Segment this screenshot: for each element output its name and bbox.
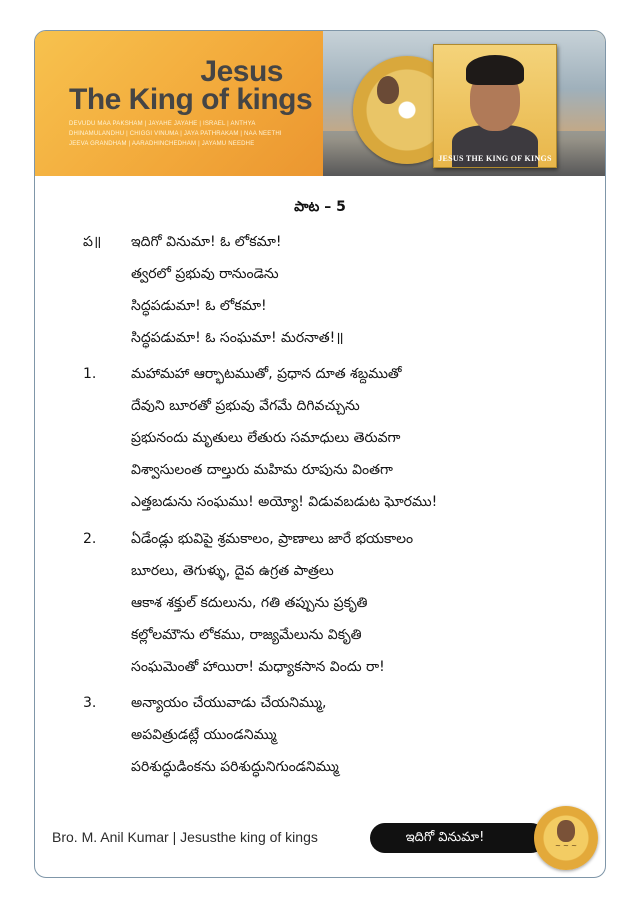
verse-line: అన్యాయం చేయువాడు చేయనిమ్ము, (131, 695, 327, 711)
verse-line: ఏడేండ్లు భువిపై శ్రమకాలం, ప్రాణాలు జారే భయకాలం (131, 531, 414, 547)
album-caption: JESUS THE KING OF KINGS (438, 154, 552, 163)
chorus-line: త్వరలో ప్రభువు రానుండెను (131, 266, 279, 282)
banner-title-of-kings: of kings (193, 83, 313, 116)
verse-line: పరిశుద్ధుడింకను పరిశుద్ధునిగుండనిమ్ము (131, 759, 339, 775)
banner-song-list-3: JEEVA GRANDHAM | AARADHINCHEDHAM | JAYAMU NEEDHE (69, 141, 255, 147)
banner-title-king-of-kings (69, 85, 312, 115)
song-title: పాట – 5 (294, 199, 346, 215)
verse-number: 1. (83, 366, 97, 382)
logo-script: ~ ~ ~ (554, 842, 578, 850)
banner-title-jesus: Jesus (200, 55, 283, 88)
verse-line: కల్లోలమౌను లోకము, రాజ్యమేలును వికృతి (131, 627, 362, 643)
album-banner (35, 31, 605, 176)
chorus-line: సిద్ధపడుమా! ఓ సంఘమా! మరనాత!॥ (131, 330, 344, 346)
chorus-line: ఇదిగో వినుమా! ఓ లోకమా! (131, 234, 282, 250)
logo-portrait (557, 820, 575, 842)
verse-line: అపవిత్రుడట్లే యుండనిమ్ము (131, 727, 277, 743)
verse-line: ఆకాశ శక్తుల్ కదులును, గతి తప్పును ప్రకృతి (131, 595, 368, 611)
verse-line: బూరలు, తెగుళ్ళు, దైవ ఉగ్రత పాత్రలు (131, 563, 334, 579)
footer-song-tag-label: ఇదిగో వినుమా! (405, 830, 485, 845)
verse-number: 3. (83, 695, 97, 711)
banner-song-list-2: DHINAMULANDHU | CHIGGI VINUMA | JAYA PATHRAKAM | NAA NEETHI (69, 131, 282, 137)
disc-portrait (377, 76, 399, 104)
verse-line: ప్రభునందు మృతులు లేతురు సమాధులు తెరువగా (131, 430, 401, 446)
cover-portrait-hair (466, 55, 524, 85)
album-photo-panel (323, 31, 605, 176)
song-sheet (34, 30, 606, 878)
album-cover-image (433, 44, 557, 168)
verse-line: విశ్వాసులంత దాల్తురు మహిమ రూపును వింతగా (131, 462, 393, 478)
footer-song-tag (370, 823, 546, 853)
banner-title-panel (35, 31, 323, 176)
banner-song-list-1: DEVUDU MAA PAKSHAM | JAYAHE JAYAHE | ISRAEL | ANTHYA (69, 121, 256, 127)
banner-title-king: The King (69, 83, 194, 116)
verse-line: దేవుని బూరతో ప్రభువు వేగమే దిగివచ్చును (131, 398, 360, 414)
footer-credit: Bro. M. Anil Kumar | Jesusthe king of kings (52, 829, 318, 845)
verse-number: 2. (83, 531, 97, 547)
verse-line: ఎత్తబడును సంఘము! అయ్యో! విడువబడుట ఘోరము! (131, 494, 438, 510)
album-logo-badge (534, 806, 598, 870)
verse-line: మహామహా ఆర్భాటముతో, ప్రధాన దూత శబ్దముతో (131, 366, 402, 382)
chorus-line: సిద్ధపడుమా! ఓ లోకమా! (131, 298, 267, 314)
chorus-marker: ప॥ (83, 234, 102, 250)
verse-line: సంఘమెంతో హాయిరా! మధ్యాకసాన విందు రా! (131, 659, 385, 675)
